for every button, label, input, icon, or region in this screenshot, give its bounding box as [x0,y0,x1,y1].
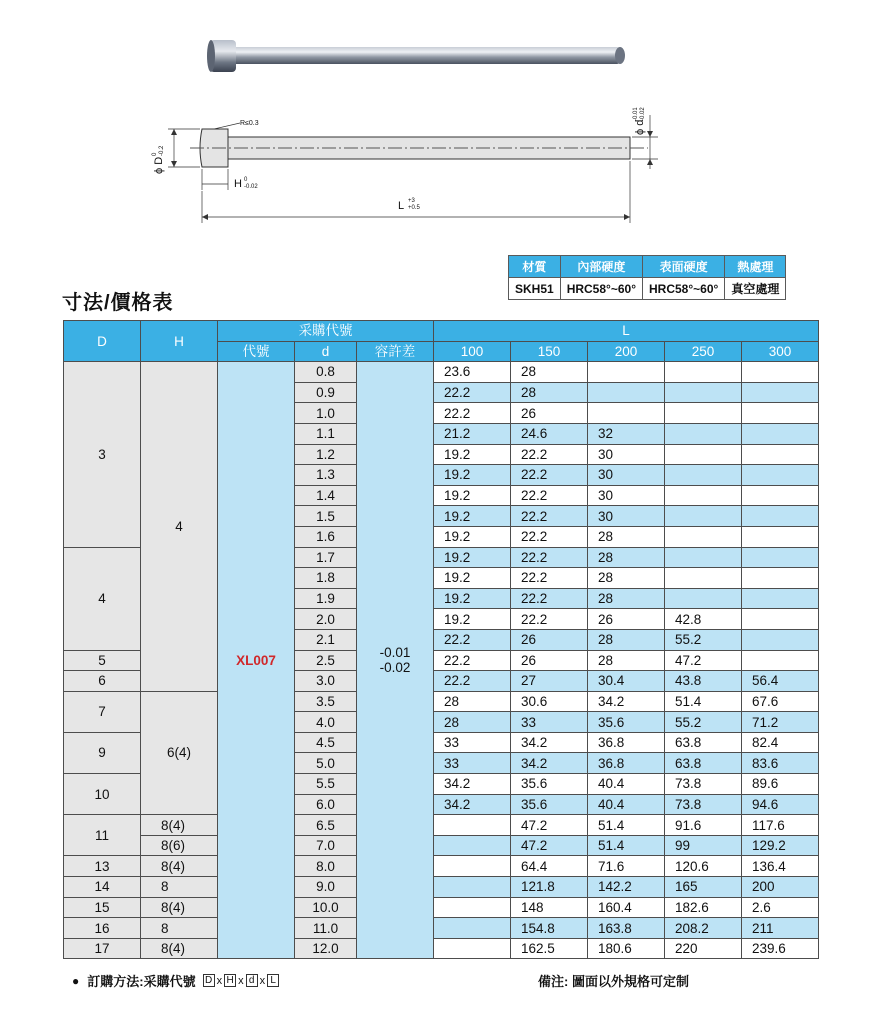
d-cell: 1.4 [295,485,357,506]
price-cell: 55.2 [665,629,742,650]
price-cell: 22.2 [511,547,588,568]
D-tol-lower: -0.2 [159,145,165,156]
D-cell: 6 [64,671,141,692]
D-cell: 9 [64,732,141,773]
price-cell: 22.2 [511,568,588,589]
price-cell: 154.8 [511,918,588,939]
D-cell: 10 [64,774,141,815]
order-method [72,971,280,990]
table-row [64,691,819,712]
price-cell: 163.8 [588,918,665,939]
price-cell: 28 [588,568,665,589]
price-cell: 34.2 [434,774,511,795]
price-cell [742,609,819,630]
d-cell: 3.0 [295,671,357,692]
price-cell: 208.2 [665,918,742,939]
d-cell: 1.6 [295,526,357,547]
price-cell: 35.6 [588,712,665,733]
price-cell: 19.2 [434,588,511,609]
price-cell: 34.2 [511,732,588,753]
price-cell: 40.4 [588,774,665,795]
price-cell [588,403,665,424]
price-cell: 55.2 [665,712,742,733]
D-label: ϕ D [153,156,165,174]
d-cell: 12.0 [295,938,357,959]
table-row [64,815,819,836]
material-value-cell: SKH51 [509,278,561,300]
price-cell: 94.6 [742,794,819,815]
price-cell: 28 [588,547,665,568]
price-cell: 35.6 [511,774,588,795]
H-tol-upper: 0 [244,177,248,183]
d-cell: 3.5 [295,691,357,712]
price-cell: 34.2 [434,794,511,815]
header-D: D [64,321,141,362]
d-cell: 9.0 [295,877,357,898]
price-cell [665,547,742,568]
price-cell: 35.6 [511,794,588,815]
material-value-cell: 真空處理 [725,278,786,300]
d-cell: 0.8 [295,362,357,383]
price-cell: 22.2 [511,485,588,506]
header-H: H [141,321,218,362]
D-cell: 3 [64,362,141,547]
price-cell: 51.4 [665,691,742,712]
price-cell: 19.2 [434,568,511,589]
price-cell: 63.8 [665,753,742,774]
price-cell: 82.4 [742,732,819,753]
D-cell: 14 [64,877,141,898]
header-length: 100 [434,341,511,362]
H-cell: 8(4) [141,938,218,959]
d-cell: 4.0 [295,712,357,733]
order-separator: x [238,974,244,987]
d-cell: 2.0 [295,609,357,630]
price-cell: 56.4 [742,671,819,692]
price-cell [665,423,742,444]
price-cell [742,382,819,403]
header-length: 150 [511,341,588,362]
price-cell: 64.4 [511,856,588,877]
price-cell: 51.4 [588,815,665,836]
L-label: L [398,200,405,212]
price-cell: 91.6 [665,815,742,836]
header-L: L [434,321,819,342]
price-cell [742,444,819,465]
price-cell: 32 [588,423,665,444]
d-cell: 2.1 [295,629,357,650]
price-cell: 182.6 [665,897,742,918]
price-cell [665,485,742,506]
price-cell: 28 [588,588,665,609]
price-cell: 148 [511,897,588,918]
material-header-cell: 表面硬度 [643,256,725,278]
price-cell: 27 [511,671,588,692]
material-value-row [509,278,786,300]
price-cell: 19.2 [434,526,511,547]
price-cell [665,362,742,383]
price-cell: 42.8 [665,609,742,630]
d-cell: 1.2 [295,444,357,465]
header-purchase-code: 采購代號 [218,321,434,342]
table-row [64,835,819,856]
table-row [64,897,819,918]
price-cell [742,568,819,589]
price-cell [742,629,819,650]
material-table [508,255,786,300]
price-cell: 142.2 [588,877,665,898]
price-cell: 47.2 [511,815,588,836]
purchase-code-cell: XL007 [218,362,295,959]
price-cell: 117.6 [742,815,819,836]
price-cell: 24.6 [511,423,588,444]
price-cell: 34.2 [588,691,665,712]
price-cell: 33 [434,753,511,774]
order-box-L: L [267,974,279,987]
H-cell: 8 [141,877,218,898]
price-cell: 26 [511,650,588,671]
d-cell: 6.5 [295,815,357,836]
L-tol-lower: +0.5 [408,205,420,211]
price-cell: 22.2 [434,382,511,403]
table-row [64,938,819,959]
price-cell: 63.8 [665,732,742,753]
price-cell: 22.2 [511,506,588,527]
H-label: H [234,178,242,190]
price-cell [434,938,511,959]
price-cell: 30 [588,485,665,506]
price-cell [665,506,742,527]
price-cell: 33 [434,732,511,753]
H-cell: 8(6) [141,835,218,856]
price-cell [742,526,819,547]
price-cell: 36.8 [588,732,665,753]
D-cell: 16 [64,918,141,939]
price-cell [742,423,819,444]
price-cell [742,506,819,527]
price-cell: 36.8 [588,753,665,774]
price-cell: 19.2 [434,547,511,568]
price-cell: 71.2 [742,712,819,733]
header-length: 200 [588,341,665,362]
price-cell: 22.2 [434,671,511,692]
header-row-1 [64,321,819,342]
D-cell: 13 [64,856,141,877]
price-cell [742,465,819,486]
H-cell: 4 [141,362,218,692]
price-cell: 99 [665,835,742,856]
price-cell: 22.2 [434,629,511,650]
price-cell [665,403,742,424]
price-cell: 30 [588,444,665,465]
d-cell: 11.0 [295,918,357,939]
d-cell: 5.0 [295,753,357,774]
price-cell [665,568,742,589]
d-cell: 0.9 [295,382,357,403]
d-cell: 1.7 [295,547,357,568]
price-cell [742,362,819,383]
order-box-d: d [246,974,258,987]
d-cell: 10.0 [295,897,357,918]
table-row [64,877,819,898]
D-cell: 7 [64,691,141,732]
price-cell: 19.2 [434,444,511,465]
d-cell: 2.5 [295,650,357,671]
price-cell: 19.2 [434,465,511,486]
D-cell: 4 [64,547,141,650]
price-cell: 28 [434,712,511,733]
price-cell: 22.2 [434,403,511,424]
d-tol-upper: -0.01 [633,107,639,121]
price-cell: 19.2 [434,609,511,630]
price-cell: 19.2 [434,485,511,506]
price-cell [742,485,819,506]
footer-note: 備注: 圖面以外規格可定制 [538,974,689,989]
tolerance-lower: -0.02 [379,660,411,676]
header-length: 300 [742,341,819,362]
price-cell [742,403,819,424]
price-cell: 129.2 [742,835,819,856]
material-value-cell: HRC58°~60° [643,278,725,300]
price-cell: 28 [511,382,588,403]
price-cell: 165 [665,877,742,898]
price-cell: 30 [588,506,665,527]
D-cell: 17 [64,938,141,959]
price-cell: 239.6 [742,938,819,959]
order-separator: x [216,974,223,987]
table-row [64,918,819,939]
price-cell: 89.6 [742,774,819,795]
table-row [64,856,819,877]
d-cell: 1.5 [295,506,357,527]
d-cell: 4.5 [295,732,357,753]
ejector-pin-photo [200,30,640,90]
price-cell [434,877,511,898]
material-header-cell: 熱處理 [725,256,786,278]
price-cell: 28 [588,629,665,650]
D-cell: 5 [64,650,141,671]
price-cell [665,526,742,547]
d-cell: 1.0 [295,403,357,424]
price-cell: 43.8 [665,671,742,692]
D-cell: 15 [64,897,141,918]
price-cell: 21.2 [434,423,511,444]
d-cell: 8.0 [295,856,357,877]
price-cell [742,650,819,671]
order-box-D: D [203,974,215,987]
price-cell: 51.4 [588,835,665,856]
price-cell [588,362,665,383]
price-cell [665,588,742,609]
price-cell: 211 [742,918,819,939]
price-cell [742,588,819,609]
price-cell: 121.8 [511,877,588,898]
price-cell: 34.2 [511,753,588,774]
header-d: d [295,341,357,362]
price-cell: 162.5 [511,938,588,959]
order-separator: x [259,974,266,987]
price-cell: 180.6 [588,938,665,959]
price-cell: 26 [511,629,588,650]
price-cell [588,382,665,403]
L-tol-upper: +3 [408,198,415,204]
price-cell: 22.2 [434,650,511,671]
price-cell [665,444,742,465]
d-cell: 1.8 [295,568,357,589]
price-cell [434,815,511,836]
H-cell: 6(4) [141,691,218,815]
price-cell [434,835,511,856]
price-cell: 28 [434,691,511,712]
price-cell: 22.2 [511,609,588,630]
D-tol-upper: 0 [152,152,158,156]
price-cell: 28 [511,362,588,383]
tolerance-cell [357,362,434,959]
price-cell: 71.6 [588,856,665,877]
radius-label: R≤0.3 [240,120,259,127]
price-cell: 26 [588,609,665,630]
D-cell: 11 [64,815,141,856]
bullet-icon: ● [72,973,80,988]
price-cell: 200 [742,877,819,898]
price-cell: 73.8 [665,774,742,795]
d-cell: 1.9 [295,588,357,609]
d-cell: 7.0 [295,835,357,856]
material-header-row [509,256,786,278]
order-method-label: 訂購方法:采購代號 [87,974,196,989]
page-title: 寸法/價格表 [62,292,174,314]
material-value-cell: HRC58°~60° [560,278,642,300]
price-cell: 30.4 [588,671,665,692]
price-table [63,320,819,959]
price-cell: 19.2 [434,506,511,527]
price-cell: 33 [511,712,588,733]
price-cell [665,382,742,403]
price-cell [665,465,742,486]
price-cell: 83.6 [742,753,819,774]
price-cell: 2.6 [742,897,819,918]
order-box-H: H [224,974,236,987]
price-cell: 120.6 [665,856,742,877]
price-cell: 22.2 [511,526,588,547]
H-cell: 8(4) [141,897,218,918]
price-cell: 22.2 [511,465,588,486]
price-cell: 28 [588,526,665,547]
price-cell: 22.2 [511,588,588,609]
d-cell: 1.1 [295,423,357,444]
price-cell: 73.8 [665,794,742,815]
price-cell: 28 [588,650,665,671]
header-tolerance: 容許差 [357,341,434,362]
table-row [64,362,819,383]
d-cell: 6.0 [295,794,357,815]
material-header-cell: 材質 [509,256,561,278]
price-cell [742,547,819,568]
material-header-cell: 內部硬度 [560,256,642,278]
tolerance-upper: -0.01 [379,645,411,661]
price-cell: 67.6 [742,691,819,712]
H-cell: 8(4) [141,856,218,877]
price-cell: 160.4 [588,897,665,918]
price-cell: 26 [511,403,588,424]
header-code: 代號 [218,341,295,362]
H-cell: 8 [141,918,218,939]
price-cell: 40.4 [588,794,665,815]
d-tol-lower: -0.02 [640,107,646,121]
price-cell: 22.2 [511,444,588,465]
price-cell: 30 [588,465,665,486]
d-label: ϕ d [634,119,646,135]
price-cell [434,918,511,939]
d-cell: 1.3 [295,465,357,486]
price-cell: 220 [665,938,742,959]
H-tol-lower: -0.02 [244,184,258,190]
price-cell [434,856,511,877]
price-cell: 136.4 [742,856,819,877]
technical-drawing [140,95,700,230]
price-cell: 23.6 [434,362,511,383]
price-cell: 47.2 [665,650,742,671]
price-cell: 30.6 [511,691,588,712]
d-cell: 5.5 [295,774,357,795]
price-cell: 47.2 [511,835,588,856]
H-cell: 8(4) [141,815,218,836]
header-length: 250 [665,341,742,362]
price-cell [434,897,511,918]
